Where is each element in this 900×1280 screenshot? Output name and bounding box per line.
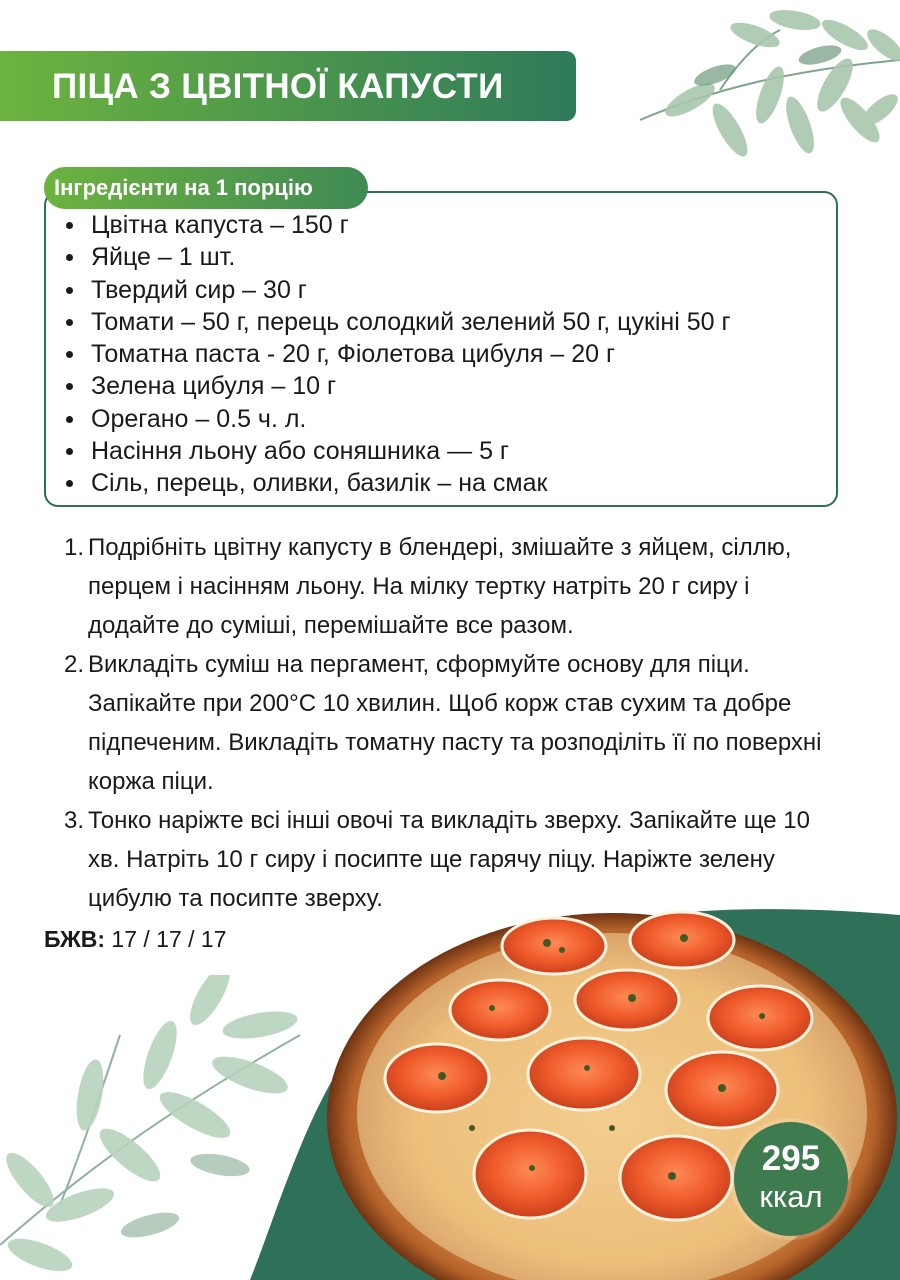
- calories-badge: [734, 1122, 848, 1236]
- leaf-branch-icon: [0, 975, 320, 1280]
- title-banner: [0, 51, 576, 121]
- ingredients-list: [64, 209, 731, 500]
- ingredient-item: Цвітна капуста – 150 г: [64, 209, 731, 241]
- step-item: [64, 801, 844, 918]
- calories-unit: ккал: [759, 1179, 823, 1214]
- steps-list: [64, 528, 844, 918]
- leaf-branch-icon: [630, 0, 900, 190]
- nutrition-info: [44, 922, 227, 956]
- nutrition-value: 17 / 17 / 17: [111, 926, 227, 952]
- step-number: 2.: [64, 651, 85, 678]
- step-item: [64, 528, 844, 645]
- step-text: Тонко наріжте всі інші овочі та викладіть зверху. Запікайте ще 10 хв. Натріть 10 г сиру і посипте ще гарячу піцу. Наріжте зелену цибулю та посипте зверху.: [88, 807, 810, 912]
- ingredient-item: Сіль, перець, оливки, базилік – на смак: [64, 467, 731, 499]
- step-text: Викладіть суміш на пергамент, сформуйте основу для піци. Запікайте при 200°С 10 хвилин. Щоб корж став сухим та добре підпеченим. Викладіть томатну пасту та розподіліть її по поверхні коржа піци.: [88, 651, 822, 795]
- ingredients-label: Інгредієнти на 1 порцію: [44, 167, 368, 209]
- ingredient-item: Томатна паста - 20 г, Фіолетова цибуля – 20 г: [64, 338, 731, 370]
- calories-value: 295: [761, 1139, 821, 1178]
- nutrition-label: БЖВ:: [44, 926, 106, 952]
- step-number: 1.: [64, 534, 85, 561]
- ingredient-item: Насіння льону або соняшника — 5 г: [64, 435, 731, 467]
- step-number: 3.: [64, 807, 85, 834]
- step-item: [64, 645, 844, 801]
- ingredient-item: Твердий сир – 30 г: [64, 274, 731, 306]
- ingredient-item: Зелена цибуля – 10 г: [64, 370, 731, 402]
- step-text: Подрібніть цвітну капусту в блендері, змішайте з яйцем, сіллю, перцем і насінням льону. На мілку тертку натріть 20 г сиру і додайте до суміші, перемішайте все разом.: [88, 534, 792, 639]
- page-title: ПІЦА З ЦВІТНОЇ КАПУСТИ: [52, 67, 504, 106]
- ingredient-item: Орегано – 0.5 ч. л.: [64, 403, 731, 435]
- ingredient-item: Томати – 50 г, перець солодкий зелений 50 г, цукіні 50 г: [64, 306, 731, 338]
- ingredient-item: Яйце – 1 шт.: [64, 241, 731, 273]
